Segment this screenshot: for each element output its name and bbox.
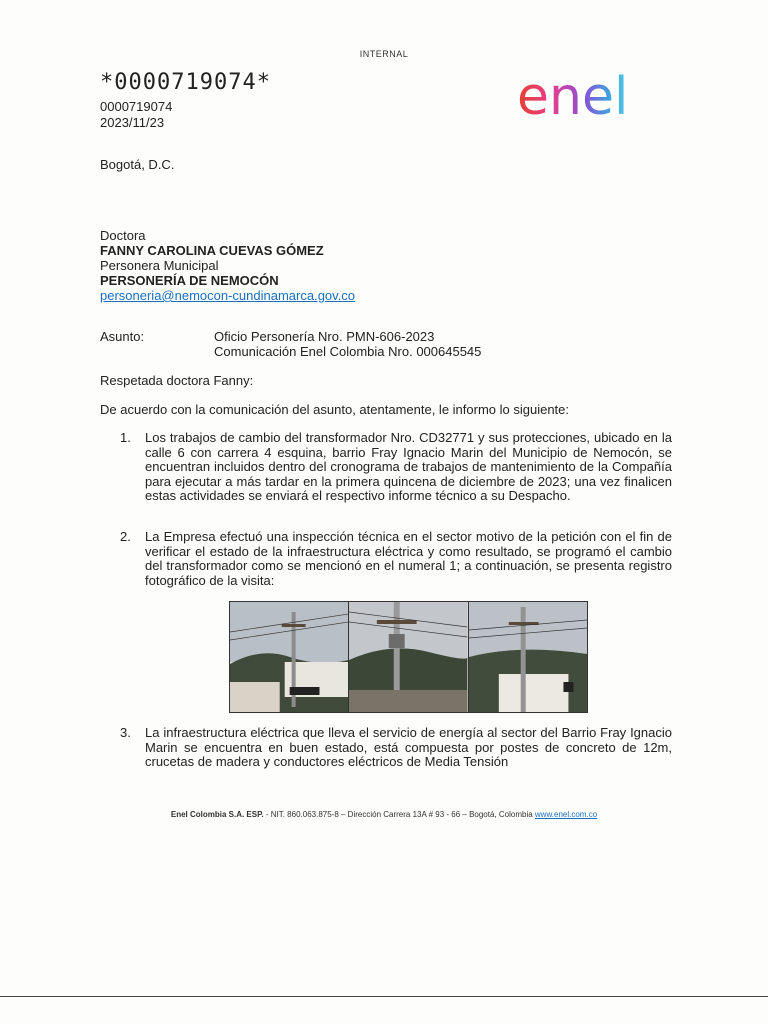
barcode-text: *0000719074* [100,70,271,95]
logo-text: enel [517,67,629,127]
recipient-email-link[interactable]: personeria@nemocon-cundinamarca.gov.co [100,288,356,303]
recipient-title: Doctora [100,228,146,243]
document-date: 2023/11/23 [100,115,165,130]
footer-website-link[interactable]: www.enel.com.co [534,810,598,819]
item-text: Los trabajos de cambio del transformador Nro. CD32771 y sus protecciones, ubicado en la calle 6 con carrera 4 esquina, barrio Fray Ignacio Marin del Municipio de Nemocón, se encuentran incluidos dentro del cronograma de trabajos de mantenimiento de la Compañía para ejecutar a más tardar en la primera quincena de diciembre de 2023; una vez finalicen estas actividades se enviará el respectivo informe técnico a su Despacho. [145,430,672,504]
item-number: 3. [120,725,131,740]
recipient-office: PERSONERÍA DE NEMOCÓN [100,273,279,288]
photo-record [229,601,588,713]
subject-label: Asunto: [100,329,145,344]
site-photo [230,602,349,712]
intro-paragraph: De acuerdo con la comunicación del asunto, atentamente, le informo lo siguiente: [100,402,570,417]
recipient-position: Personera Municipal [100,258,219,273]
classification-label: INTERNAL [359,49,409,59]
item-text: La infraestructura eléctrica que lleva el servicio de energía al sector del Barrio Fray Ignacio Marin se encuentra en buen estado, está compuesta por postes de concreto de 12m, crucetas de madera y conductores eléctricos de Media Tensión [145,725,672,770]
footer-company: Enel Colombia S.A. ESP. [170,810,264,819]
item-text: La Empresa efectuó una inspección técnica en el sector motivo de la petición con el fin de verificar el estado de la infraestructura eléctrica y como resultado, se programó el cambio del transformador como se mencionó en el numeral 1; a continuación, se presenta registro fotográfico de la visita: [145,529,672,588]
item-number: 1. [120,430,131,445]
recipient-name: FANNY CAROLINA CUEVAS GÓMEZ [100,243,324,258]
enel-logo [515,62,675,132]
site-photo [469,602,587,712]
footer [0,810,768,819]
reference-number: 0000719074 [100,99,173,114]
footer-details: - NIT. 860.063.875-8 – Dirección Carrera 13A # 93 - 66 – Bogotá, Colombia [263,810,535,819]
item-number: 2. [120,529,131,544]
letter-place: Bogotá, D.C. [100,157,175,172]
subject-line-2: Comunicación Enel Colombia Nro. 000645545 [214,344,482,359]
salutation: Respetada doctora Fanny: [100,373,254,388]
subject-line-1: Oficio Personería Nro. PMN-606-2023 [214,329,435,344]
page-edge-divider [0,996,768,997]
site-photo [349,602,468,712]
